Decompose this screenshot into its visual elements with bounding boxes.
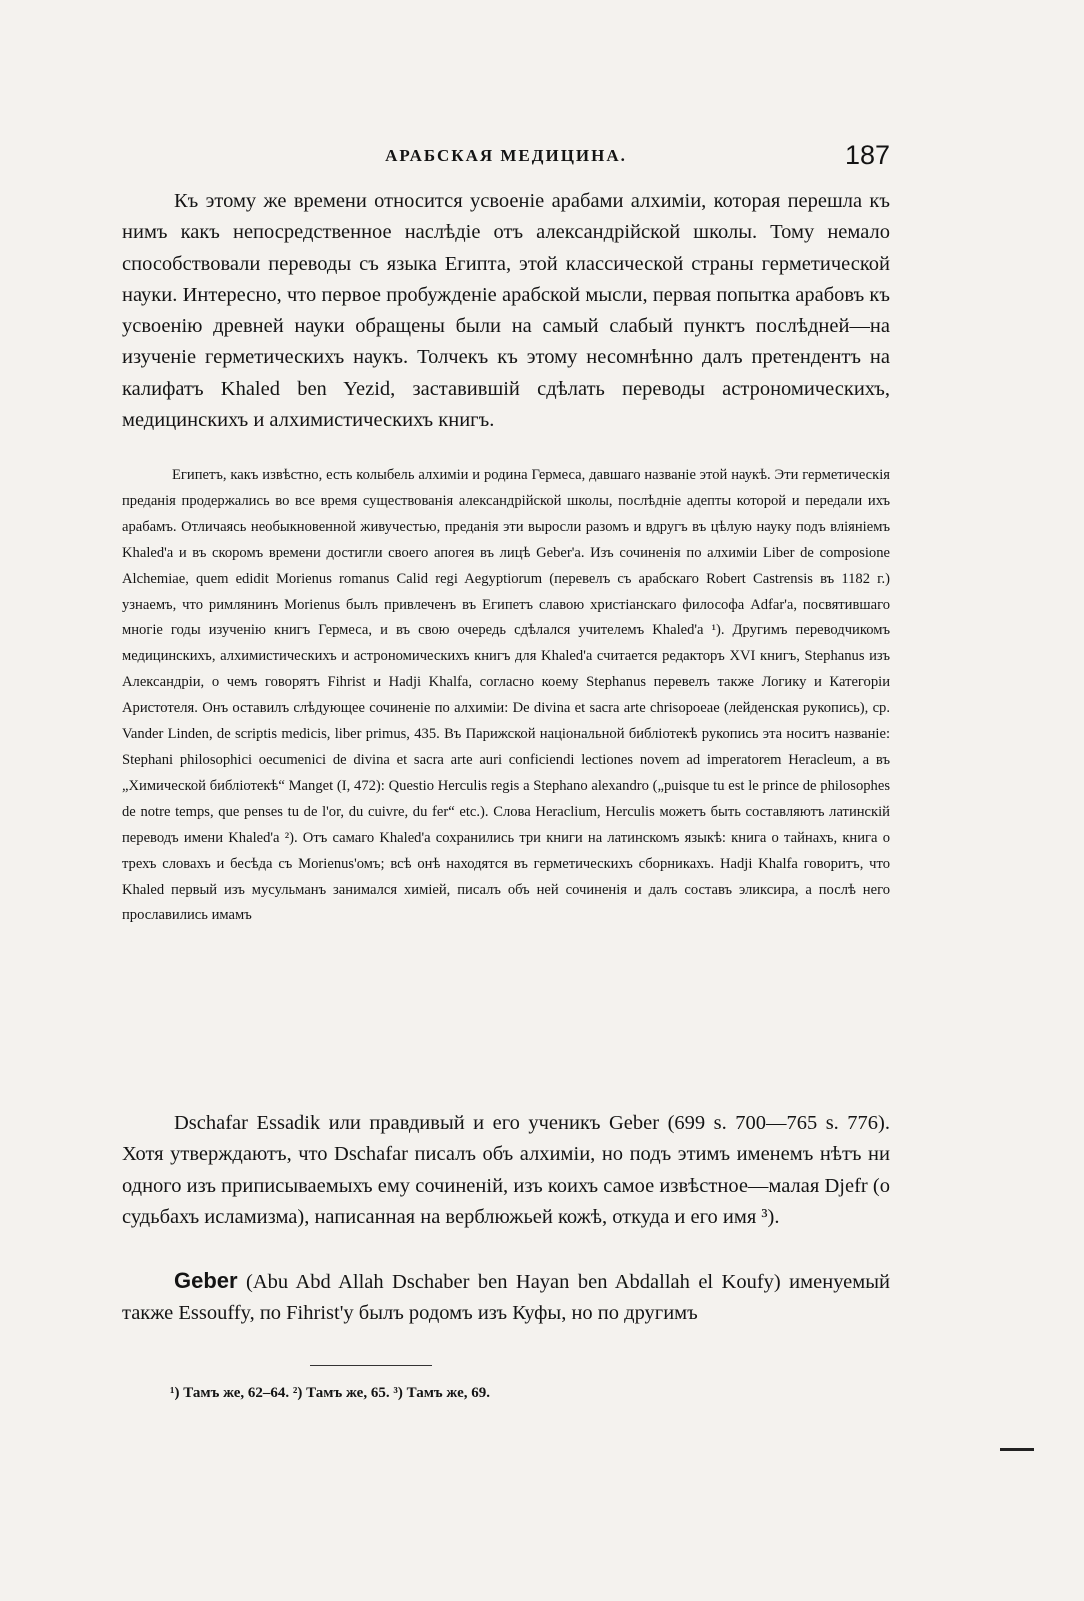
margin-mark xyxy=(1000,1448,1034,1451)
paragraph-egypt-hermes: Египетъ, какъ извѣстно, есть колыбель алхиміи и родина Гермеса, давшаго названіе этой наукѣ. Эти герметическія преданія продержались во все время существованія александрійской школы, послѣдніе адепты которой и передали ихъ арабамъ. Отличаясь необыкновенной живучестью, преданія эти выросли разомъ и вдругъ въ цѣлую науку подъ вліяніемъ Khaled'а и въ скоромъ времени достигли своего апогея въ лицѣ Geber'а. Изъ сочиненія по алхиміи Liber de composione Alchemiae, quem edidit Morienus romanus Calid regi Aegyptiorum (перевелъ съ арабскаго Robert Castrensis въ 1182 г.) узнаемъ, что римлянинъ Morienus былъ привлеченъ въ Египетъ славою христіанскаго философа Adfar'а, посвятившаго многіе годы изученію книгъ Гермеса, и въ свою очередь сдѣлался учителемъ Khaled'а ¹). Другимъ переводчикомъ медицинскихъ, алхимистическихъ и астрономическихъ книгъ для Khaled'а считается редакторъ XVI книгъ, Stephanus изъ Александріи, о чемъ говорятъ Fihrist и Hadji Khalfa, согласно коему Stephanus перевелъ также Логику и Категоріи Аристотеля. Онъ оставилъ слѣдующее сочиненіе по алхиміи: De divina et sacra arte chrisopoeae (лейденская рукопись), ср. Vander Linden, de scriptis medicis, liber primus, 435. Въ Парижской національной библіотекѣ рукопись эта носитъ названіе: Stephani philosophici oecumenici de divina et sacra arte auri conficiendi lectiones novem ad imperatorem Heracleum, а въ „Химической библіотекѣ“ Manget (I, 472): Questio Herculis regis a Stephano alexandro („puisque tu est le prince de philosophes de notre temps, que penses tu de l'or, du cuivre, du fer“ etc.). Слова Heraclium, Herculis можетъ быть составляютъ латинскій переводъ имени Khaled'а ²). Отъ самаго Khaled'а сохранились три книги на латинскомъ языкѣ: книга о тайнахъ, книга о трехъ словахъ и бесѣда съ Morienus'омъ; всѣ онѣ находятся въ герметическихъ сборникахъ. Hadji Khalfa говоритъ, что Khaled первый изъ мусульманъ занимался химіей, писалъ объ ней сочиненія и далъ составъ эликсира, а послѣ него прославились имамъ xyxy=(122,467,890,924)
page-header xyxy=(122,140,890,176)
geber-text: (Abu Abd Allah Dschaber ben Hayan ben Abdallah el Koufy) именуемый также Essouffy, по Fihrist'у былъ родомъ изъ Куфы, но по другимъ xyxy=(122,1271,890,1325)
footnotes: ¹) Тамъ же, 62–64. ²) Тамъ же, 65. ³) Тамъ же, 69. xyxy=(170,1385,491,1401)
paragraph-dschafar: Dschafar Essadik или правдивый и его ученикъ Geber (699 s. 700—765 s. 776). Хотя утверждаютъ, что Dschafar писалъ объ алхиміи, но подъ этимъ именемъ нѣтъ ни одного изъ приписываемыхъ ему сочиненій, изъ коихъ самое извѣстное—малая Djefr (о судьбахъ исламизма), написанная на верблюжьей кожѣ, откуда и его имя ³). xyxy=(122,1112,890,1228)
paragraph-alchemy-intro: Къ этому же времени относится усвоеніе арабами алхиміи, которая перешла къ нимъ какъ непосредственное наслѣдіе отъ александрійской школы. Тому немало способствовали переводы съ языка Египта, этой классической страны герметической науки. Интересно, что первое пробужденіе арабской мысли, первая попытка арабовъ къ усвоенію древней науки обращены были на самый слабый пунктъ послѣдней—на изученіе герметическихъ наукъ. Толчекъ къ этому несомнѣнно далъ претендентъ на калифатъ Khaled ben Yezid, заставившій сдѣлать переводы астрономическихъ, медицинскихъ и алхимистическихъ книгъ. xyxy=(122,190,890,432)
running-head: АРАБСКАЯ МЕДИЦИНА. xyxy=(385,146,627,165)
geber-heading: Geber xyxy=(174,1268,238,1293)
page-number: 187 xyxy=(844,140,890,170)
paragraph-geber xyxy=(122,1265,890,1330)
footnote-divider xyxy=(310,1365,432,1366)
